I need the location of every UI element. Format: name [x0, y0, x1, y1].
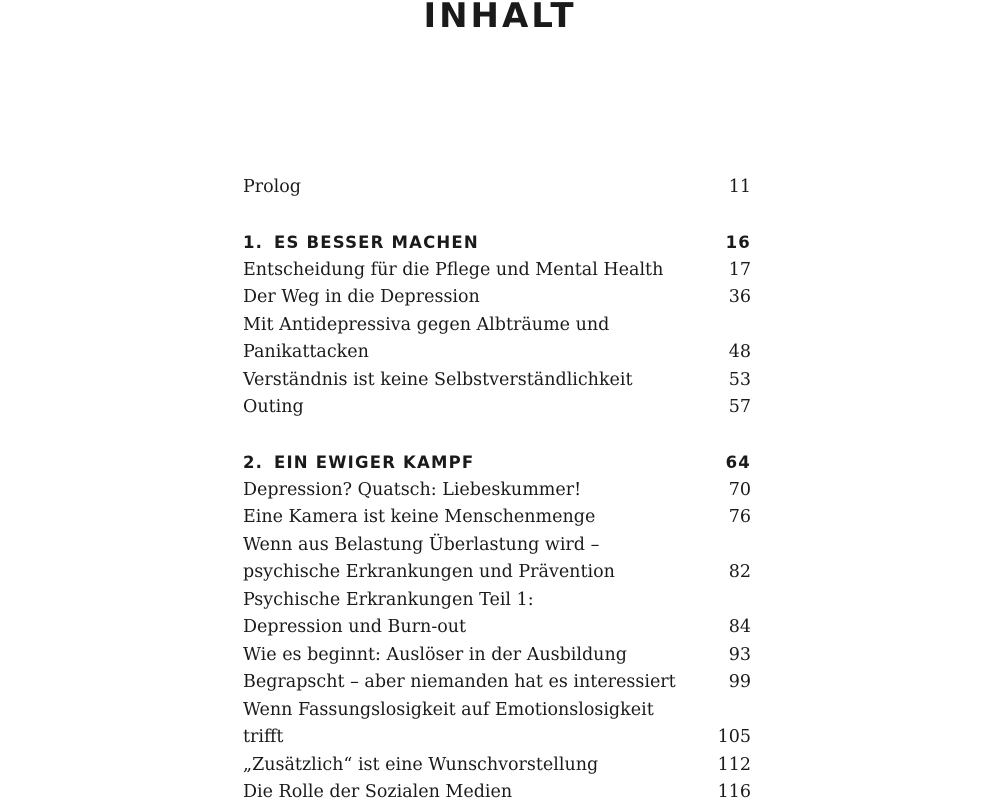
toc-entry — [243, 532, 751, 587]
chapter-page: 16 — [725, 233, 751, 252]
toc-entry — [243, 394, 751, 422]
toc-entry — [243, 367, 751, 395]
toc-entry — [243, 504, 751, 532]
toc-entry — [243, 752, 751, 780]
toc-entry — [243, 477, 751, 505]
entry-title: Outing — [243, 397, 304, 417]
entry-page: 17 — [728, 259, 751, 280]
chapter-number: 1. — [243, 233, 264, 252]
table-of-contents — [243, 174, 751, 807]
spacer — [243, 422, 751, 450]
entry-title: Die Rolle der Sozialen Medien — [243, 782, 513, 802]
entry-title: Wenn aus Belastung Überlastung wird – psychische Erkrankungen und Prävention — [243, 534, 615, 582]
toc-entry — [243, 669, 751, 697]
entry-title: Entscheidung für die Pflege und Mental Health — [243, 259, 664, 280]
entry-title: Begrapscht – aber niemanden hat es interessiert — [243, 672, 676, 692]
toc-entry — [243, 312, 751, 367]
entry-page: 93 — [728, 644, 751, 665]
entry-title: Mit Antidepressiva gegen Albträume und Panikattacken — [243, 314, 610, 362]
entry-title: Psychische Erkrankungen Teil 1: Depression und Burn-out — [243, 589, 534, 637]
toc-entry — [243, 284, 751, 312]
toc-entry — [243, 257, 751, 285]
entry-page: 48 — [728, 342, 751, 362]
entry-page: 99 — [728, 672, 751, 692]
chapter-number: 2. — [243, 453, 264, 472]
entry-title: Eine Kamera ist keine Menschenmenge — [243, 507, 596, 527]
entry-page: 36 — [728, 287, 751, 307]
chapter-title: EIN EWIGER KAMPF — [274, 453, 475, 472]
page-title: INHALT — [423, 0, 577, 36]
entry-page: 70 — [728, 479, 751, 500]
entry-page: 53 — [728, 369, 751, 390]
entry-page: 84 — [728, 617, 751, 637]
toc-entry — [243, 642, 751, 670]
entry-page: 112 — [717, 754, 751, 775]
chapter-heading-1 — [243, 229, 751, 257]
entry-title: „Zusätzlich“ ist eine Wunschvorstellung — [243, 754, 599, 775]
entry-title: Prolog — [243, 177, 302, 197]
chapter-title: ES BESSER MACHEN — [274, 233, 479, 252]
toc-entry — [243, 697, 751, 752]
toc-entry — [243, 587, 751, 642]
entry-title: Wie es beginnt: Auslöser in der Ausbildung — [243, 644, 627, 665]
entry-title: Depression? Quatsch: Liebeskummer! — [243, 479, 582, 500]
entry-page: 76 — [728, 507, 751, 527]
entry-page: 57 — [728, 397, 751, 417]
chapter-heading-2 — [243, 449, 751, 477]
entry-page: 82 — [728, 562, 751, 582]
chapter-page: 64 — [725, 453, 751, 472]
entry-page: 105 — [717, 727, 751, 747]
entry-page: 116 — [717, 782, 751, 802]
entry-title: Wenn Fassungslosigkeit auf Emotionslosigkeit trifft — [243, 699, 654, 747]
toc-entry — [243, 779, 751, 807]
entry-title: Der Weg in die Depression — [243, 287, 480, 307]
spacer — [243, 202, 751, 230]
entry-title: Verständnis ist keine Selbstverständlichkeit — [243, 369, 633, 390]
entry-page: 11 — [728, 177, 751, 197]
toc-entry-prolog — [243, 174, 751, 202]
